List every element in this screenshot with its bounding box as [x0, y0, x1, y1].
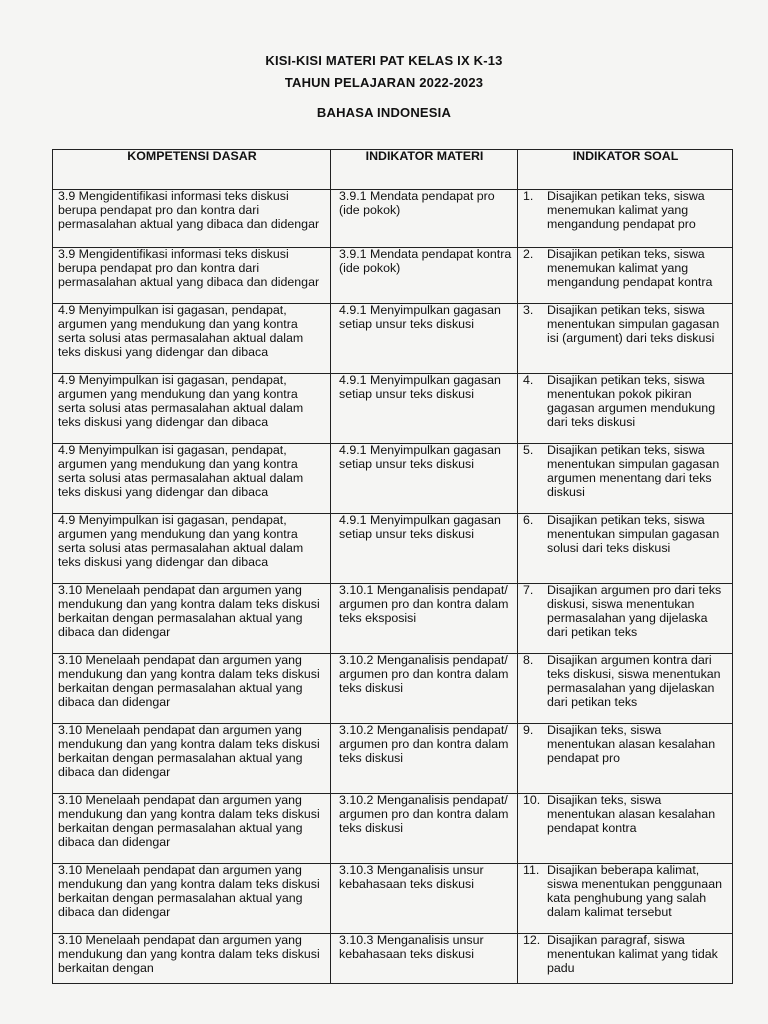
- document-title: KISI-KISI MATERI PAT KELAS IX K-13: [265, 53, 503, 68]
- question-number: 12.: [523, 933, 541, 947]
- indikator-soal-cell: [518, 514, 733, 584]
- indikator-soal-cell: [518, 374, 733, 444]
- indikator-materi-cell: 3.10.2 Menganalisis pendapat/ argumen pro dan kontra dalam teks diskusi: [331, 724, 518, 794]
- table-row: [53, 514, 733, 584]
- table-row: [53, 864, 733, 934]
- question-number: 5.: [523, 443, 534, 457]
- indikator-soal-cell: [518, 584, 733, 654]
- kompetensi-dasar-cell: 4.9 Menyimpulkan isi gagasan, pendapat, argumen yang mendukung dan yang kontra serta solusi atas permasalahan aktual dalam teks diskusi yang didengar dan dibaca: [53, 514, 331, 584]
- question-number: 3.: [523, 303, 534, 317]
- question-indicator-text: Disajikan petikan teks, siswa menemukan kalimat yang mengandung pendapat pro: [547, 189, 705, 231]
- question-indicator-text: Disajikan petikan teks, siswa menentukan simpulan gagasan solusi dari teks diskusi: [547, 513, 720, 555]
- question-indicator-text: Disajikan petikan teks, siswa menemukan kalimat yang mengandung pendapat kontra: [547, 247, 713, 289]
- kompetensi-dasar-cell: 3.10 Menelaah pendapat dan argumen yang mendukung dan yang kontra dalam teks diskusi berkaitan dengan permasalahan aktual yang dibaca dan didengar: [53, 794, 331, 864]
- table-row: [53, 584, 733, 654]
- table-row: [53, 304, 733, 374]
- indikator-soal-cell: [518, 794, 733, 864]
- kisi-kisi-table: [52, 149, 733, 984]
- indikator-soal-cell: [518, 724, 733, 794]
- table-row: [53, 190, 733, 248]
- table-row: [53, 248, 733, 304]
- indikator-soal-cell: [518, 934, 733, 984]
- column-header-soal: INDIKATOR SOAL: [518, 150, 733, 190]
- indikator-materi-cell: 3.10.3 Menganalisis unsur kebahasaan teks diskusi: [331, 934, 518, 984]
- indikator-materi-cell: 4.9.1 Menyimpulkan gagasan setiap unsur teks diskusi: [331, 514, 518, 584]
- indikator-soal-cell: [518, 248, 733, 304]
- indikator-materi-cell: 3.9.1 Mendata pendapat pro (ide pokok): [331, 190, 518, 248]
- column-header-kompetensi: KOMPETENSI DASAR: [53, 150, 331, 190]
- table-row: [53, 934, 733, 984]
- kompetensi-dasar-cell: 3.10 Menelaah pendapat dan argumen yang mendukung dan yang kontra dalam teks diskusi berkaitan dengan: [53, 934, 331, 984]
- academic-year: TAHUN PELAJARAN 2022-2023: [284, 75, 484, 90]
- kompetensi-dasar-cell: 4.9 Menyimpulkan isi gagasan, pendapat, argumen yang mendukung dan yang kontra serta solusi atas permasalahan aktual dalam teks diskusi yang didengar dan dibaca: [53, 304, 331, 374]
- subject-title: BAHASA INDONESIA: [316, 105, 452, 120]
- indikator-soal-cell: [518, 190, 733, 248]
- question-indicator-text: Disajikan teks, siswa menentukan alasan kesalahan pendapat kontra: [547, 793, 716, 835]
- question-number: 7.: [523, 583, 534, 597]
- question-number: 2.: [523, 247, 534, 261]
- column-header-materi: INDIKATOR MATERI: [331, 150, 518, 190]
- kompetensi-dasar-cell: 4.9 Menyimpulkan isi gagasan, pendapat, argumen yang mendukung dan yang kontra serta solusi atas permasalahan aktual dalam teks diskusi yang didengar dan dibaca: [53, 444, 331, 514]
- indikator-materi-cell: 3.9.1 Mendata pendapat kontra (ide pokok): [331, 248, 518, 304]
- indikator-materi-cell: 4.9.1 Menyimpulkan gagasan setiap unsur teks diskusi: [331, 374, 518, 444]
- question-indicator-text: Disajikan argumen kontra dari teks diskusi, siswa menentukan permasalahan yang dijelaskan dari petikan teks: [547, 653, 721, 709]
- question-number: 1.: [523, 189, 534, 203]
- indikator-soal-cell: [518, 444, 733, 514]
- kompetensi-dasar-cell: 3.10 Menelaah pendapat dan argumen yang mendukung dan yang kontra dalam teks diskusi berkaitan dengan permasalahan aktual yang dibaca dan didengar: [53, 864, 331, 934]
- kompetensi-dasar-cell: 3.10 Menelaah pendapat dan argumen yang mendukung dan yang kontra dalam teks diskusi berkaitan dengan permasalahan aktual yang dibaca dan didengar: [53, 724, 331, 794]
- indikator-soal-cell: [518, 304, 733, 374]
- question-number: 11.: [523, 863, 540, 877]
- question-number: 6.: [523, 513, 534, 527]
- table-row: [53, 654, 733, 724]
- indikator-materi-cell: 3.10.3 Menganalisis unsur kebahasaan teks diskusi: [331, 864, 518, 934]
- table-header-row: [53, 150, 733, 190]
- question-indicator-text: Disajikan beberapa kalimat, siswa menentukan penggunaan kata penghubung yang salah dalam kalimat tersebut: [547, 863, 722, 919]
- table-row: [53, 724, 733, 794]
- indikator-materi-cell: 4.9.1 Menyimpulkan gagasan setiap unsur teks diskusi: [331, 444, 518, 514]
- indikator-soal-cell: [518, 864, 733, 934]
- question-number: 8.: [523, 653, 534, 667]
- question-indicator-text: Disajikan argumen pro dari teks diskusi, siswa menentukan permasalahan yang dijelaska dari petikan teks: [547, 583, 722, 639]
- table-row: [53, 794, 733, 864]
- question-number: 9.: [523, 723, 534, 737]
- indikator-soal-cell: [518, 654, 733, 724]
- question-indicator-text: Disajikan petikan teks, siswa menentukan pokok pikiran gagasan argumen mendukung dari teks diskusi: [547, 373, 716, 429]
- kompetensi-dasar-cell: 3.10 Menelaah pendapat dan argumen yang mendukung dan yang kontra dalam teks diskusi berkaitan dengan permasalahan aktual yang dibaca dan didengar: [53, 584, 331, 654]
- question-indicator-text: Disajikan paragraf, siswa menentukan kalimat yang tidak padu: [547, 933, 718, 975]
- table-row: [53, 374, 733, 444]
- kompetensi-dasar-cell: 3.10 Menelaah pendapat dan argumen yang mendukung dan yang kontra dalam teks diskusi berkaitan dengan permasalahan aktual yang dibaca dan didengar: [53, 654, 331, 724]
- kompetensi-dasar-cell: 3.9 Mengidentifikasi informasi teks diskusi berupa pendapat pro dan kontra dari permasalahan aktual yang dibaca dan didengar: [53, 248, 331, 304]
- table-body: [53, 190, 733, 984]
- kompetensi-dasar-cell: 3.9 Mengidentifikasi informasi teks diskusi berupa pendapat pro dan kontra dari permasalahan aktual yang dibaca dan didengar: [53, 190, 331, 248]
- indikator-materi-cell: 3.10.2 Menganalisis pendapat/ argumen pro dan kontra dalam teks diskusi: [331, 654, 518, 724]
- question-indicator-text: Disajikan teks, siswa menentukan alasan kesalahan pendapat pro: [547, 723, 716, 765]
- table-row: [53, 444, 733, 514]
- question-number: 10.: [523, 793, 541, 807]
- question-indicator-text: Disajikan petikan teks, siswa menentukan simpulan gagasan argumen menentang dari teks diskusi: [547, 443, 720, 499]
- indikator-materi-cell: 4.9.1 Menyimpulkan gagasan setiap unsur teks diskusi: [331, 304, 518, 374]
- indikator-materi-cell: 3.10.2 Menganalisis pendapat/ argumen pro dan kontra dalam teks diskusi: [331, 794, 518, 864]
- question-indicator-text: Disajikan petikan teks, siswa menentukan simpulan gagasan isi (argument) dari teks diskusi: [547, 303, 720, 345]
- indikator-materi-cell: 3.10.1 Menganalisis pendapat/ argumen pro dan kontra dalam teks eksposisi: [331, 584, 518, 654]
- kompetensi-dasar-cell: 4.9 Menyimpulkan isi gagasan, pendapat, argumen yang mendukung dan yang kontra serta solusi atas permasalahan aktual dalam teks diskusi yang didengar dan dibaca: [53, 374, 331, 444]
- question-number: 4.: [523, 373, 534, 387]
